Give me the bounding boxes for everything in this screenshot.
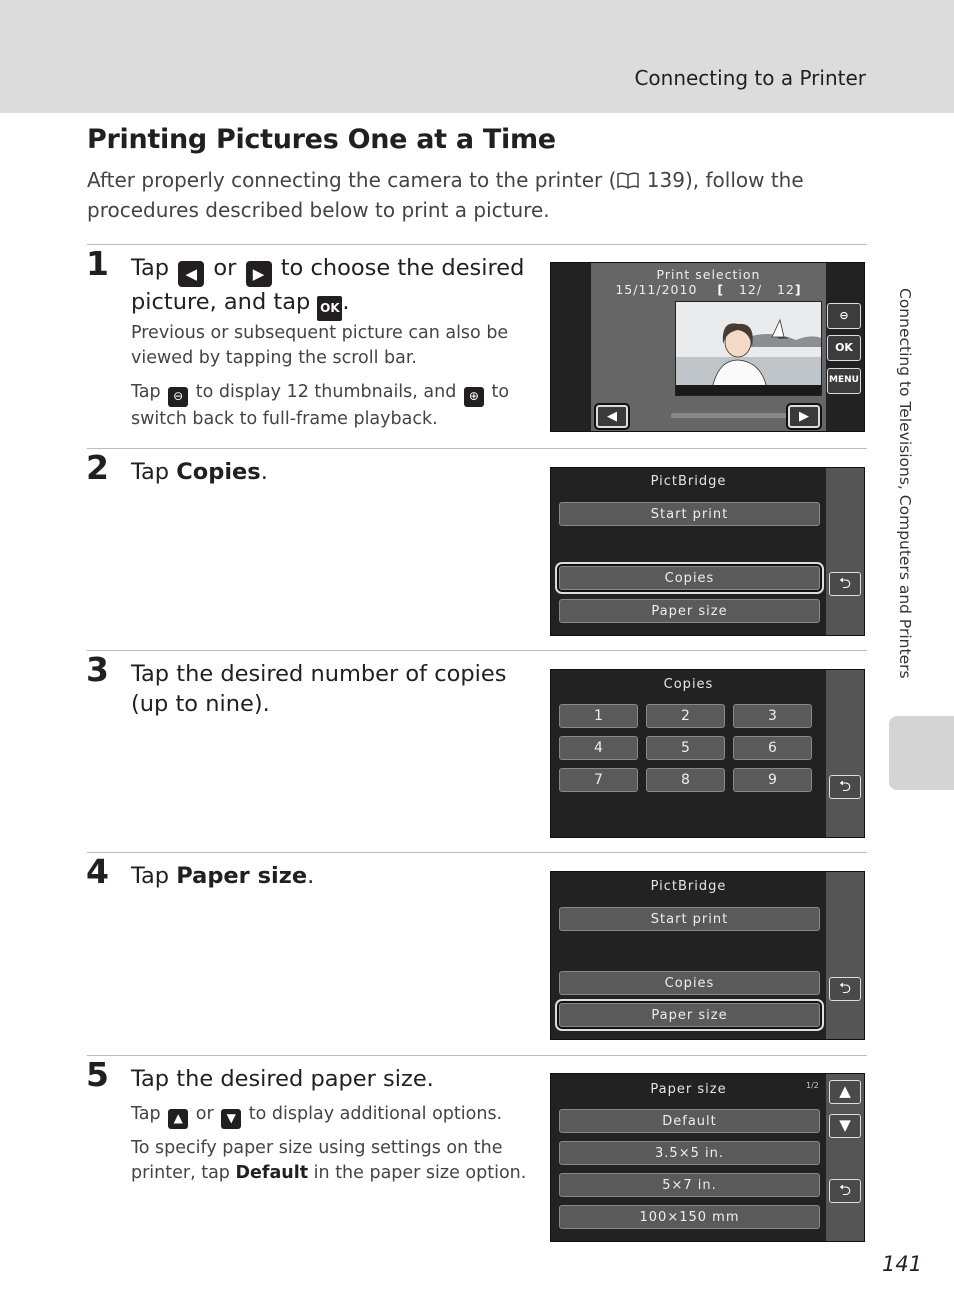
step-1-heading: Tap ◀ or ▶ to choose the desired picture, and tap OK . <box>131 253 531 321</box>
back-button[interactable]: ⮌ <box>829 775 861 799</box>
step-2-heading: Tap Copies. <box>131 459 268 485</box>
paper-5x7-button[interactable]: 5×7 in. <box>559 1173 820 1197</box>
page-indicator: 1/2 <box>806 1081 819 1090</box>
left-arrow-icon: ◀ <box>178 261 204 287</box>
intro-paragraph <box>87 165 807 225</box>
scroll-up-button[interactable]: ▲ <box>829 1080 861 1104</box>
ok-icon: OK <box>317 296 342 321</box>
step-1-note-1: Previous or subsequent picture can also be viewed by tapping the scroll bar. <box>131 323 509 368</box>
intro-text: After properly connecting the camera to the printer ( <box>87 168 617 192</box>
start-print-button[interactable]: Start print <box>559 502 820 526</box>
scroll-down-button[interactable]: ▼ <box>829 1114 861 1138</box>
step-number: 3 <box>86 650 109 689</box>
header-band <box>0 0 954 113</box>
step-1-note-2: Tap ⊖ to display 12 thumbnails, and ⊕ to switch back to full-frame playback. <box>131 382 510 429</box>
screen-title: PictBridge <box>650 879 727 894</box>
step-number: 5 <box>86 1055 109 1094</box>
menu-button[interactable]: MENU <box>827 368 861 394</box>
paper-default-button[interactable]: Default <box>559 1109 820 1133</box>
next-picture-button[interactable]: ▶ <box>788 405 820 428</box>
copies-9-button[interactable]: 9 <box>733 768 812 792</box>
step-5-note-1: Tap ▲ or ▼ to display additional options. <box>131 1102 531 1129</box>
step-4-heading: Tap Paper size. <box>131 863 315 889</box>
copies-7-button[interactable]: 7 <box>559 768 638 792</box>
side-bar <box>826 670 864 837</box>
step-divider <box>87 244 867 245</box>
chapter-side-label: Connecting to Televisions, Computers and Printers <box>896 288 914 679</box>
copies-button[interactable]: Copies <box>559 566 820 590</box>
back-button[interactable]: ⮌ <box>829 1179 861 1203</box>
step-number: 1 <box>86 244 109 283</box>
step-5-note-2: To specify paper size using settings on the printer, tap Default in the paper size option. <box>131 1138 527 1183</box>
back-button[interactable]: ⮌ <box>829 977 861 1001</box>
step-divider <box>87 852 867 853</box>
copies-button[interactable]: Copies <box>559 971 820 995</box>
copies-3-button[interactable]: 3 <box>733 704 812 728</box>
page-title: Printing Pictures One at a Time <box>87 124 556 155</box>
pictbridge-menu-screen-2 <box>550 871 865 1040</box>
intro-ref-text: 139), follow the procedures described below to print a picture. <box>87 168 804 222</box>
paper-size-screen <box>550 1073 865 1242</box>
step-divider <box>87 650 867 651</box>
paper-size-button[interactable]: Paper size <box>559 599 820 623</box>
copies-4-button[interactable]: 4 <box>559 736 638 760</box>
paper-3.5x5-button[interactable]: 3.5×5 in. <box>559 1141 820 1165</box>
screen-title: PictBridge <box>650 474 727 489</box>
zoom-in-icon: ⊕ <box>464 387 484 407</box>
side-bar <box>826 468 864 635</box>
screen-title: Paper size <box>650 1082 727 1097</box>
photo-thumbnail <box>675 301 822 396</box>
running-header: Connecting to a Printer <box>634 66 866 90</box>
pictbridge-menu-screen <box>550 467 865 636</box>
back-button[interactable]: ⮌ <box>829 572 861 596</box>
up-arrow-icon: ▲ <box>168 1109 188 1129</box>
zoom-out-button[interactable]: ⊖ <box>827 303 861 329</box>
down-arrow-icon: ▼ <box>221 1109 241 1129</box>
screen-title: Copies <box>663 677 714 692</box>
page-number: 141 <box>882 1252 923 1276</box>
step-5-heading: Tap the desired paper size. <box>131 1066 434 1092</box>
step-number: 2 <box>86 448 109 487</box>
copies-5-button[interactable]: 5 <box>646 736 725 760</box>
step-number: 4 <box>86 852 109 891</box>
step-divider <box>87 448 867 449</box>
copies-8-button[interactable]: 8 <box>646 768 725 792</box>
chapter-tab <box>889 716 954 790</box>
screen-title: Print selection <box>656 267 761 282</box>
step-divider <box>87 1055 867 1056</box>
ok-button[interactable]: OK <box>827 335 861 361</box>
copies-6-button[interactable]: 6 <box>733 736 812 760</box>
start-print-button[interactable]: Start print <box>559 907 820 931</box>
step-3-heading: Tap the desired number of copies (up to nine). <box>131 661 507 717</box>
date-counter: 15/11/2010 [ 12/ 12] <box>615 282 802 297</box>
copies-1-button[interactable]: 1 <box>559 704 638 728</box>
zoom-out-icon: ⊖ <box>168 387 188 407</box>
paper-size-button[interactable]: Paper size <box>559 1003 820 1027</box>
print-selection-screen <box>550 262 865 432</box>
book-reference-icon <box>616 172 640 189</box>
copies-screen <box>550 669 865 838</box>
previous-picture-button[interactable]: ◀ <box>596 405 628 428</box>
paper-100x150-button[interactable]: 100×150 mm <box>559 1205 820 1229</box>
copies-2-button[interactable]: 2 <box>646 704 725 728</box>
side-bar <box>826 872 864 1039</box>
right-arrow-icon: ▶ <box>246 261 272 287</box>
